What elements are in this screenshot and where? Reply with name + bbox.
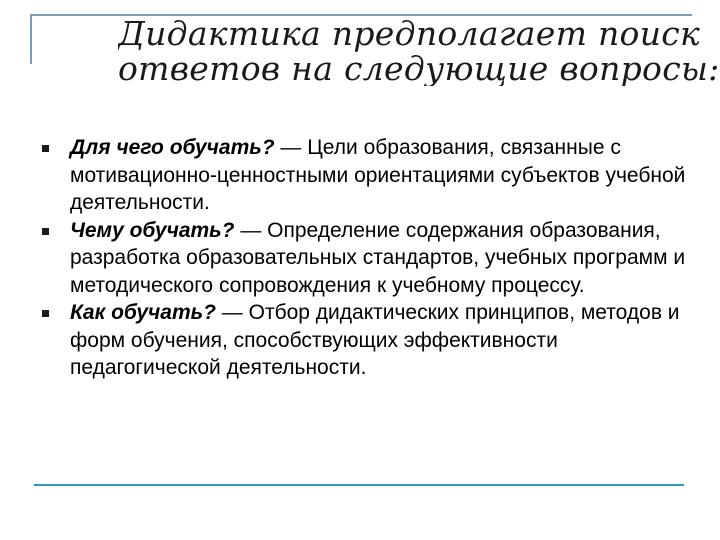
bullet-question: Как обучать? [70,301,216,324]
bullet-answer: — Отбор дидактических принципов, методов и форм обучения, способствующих эффективности педагогической деятельности. [70,301,680,379]
bottom-divider [34,484,684,486]
square-bullet-icon [42,228,49,235]
bullet-item-how [40,299,690,382]
bullet-item-what [40,217,690,300]
title-line-2: ответов на следующие вопросы: [118,49,720,86]
title-line-1: Дидактика предполагает поиск [118,16,701,53]
slide-title [118,16,720,86]
bullet-answer: — Определение содержания образования, разработка образовательных стандартов, учебных программ и методического сопровождения к учебному процессу. [70,218,686,297]
frame-left-line [30,14,32,64]
bullet-question: Чему обучать? [70,218,235,242]
bullet-list [40,134,690,382]
square-bullet-icon [42,145,49,152]
square-bullet-icon [42,310,49,317]
bullet-question: Для чего обучать? [70,136,275,159]
bullet-answer: — Цели образования, связанные с мотивационно-ценностными ориентациями субъектов учебной деятельности. [70,136,686,214]
bullet-item-why [40,134,690,217]
